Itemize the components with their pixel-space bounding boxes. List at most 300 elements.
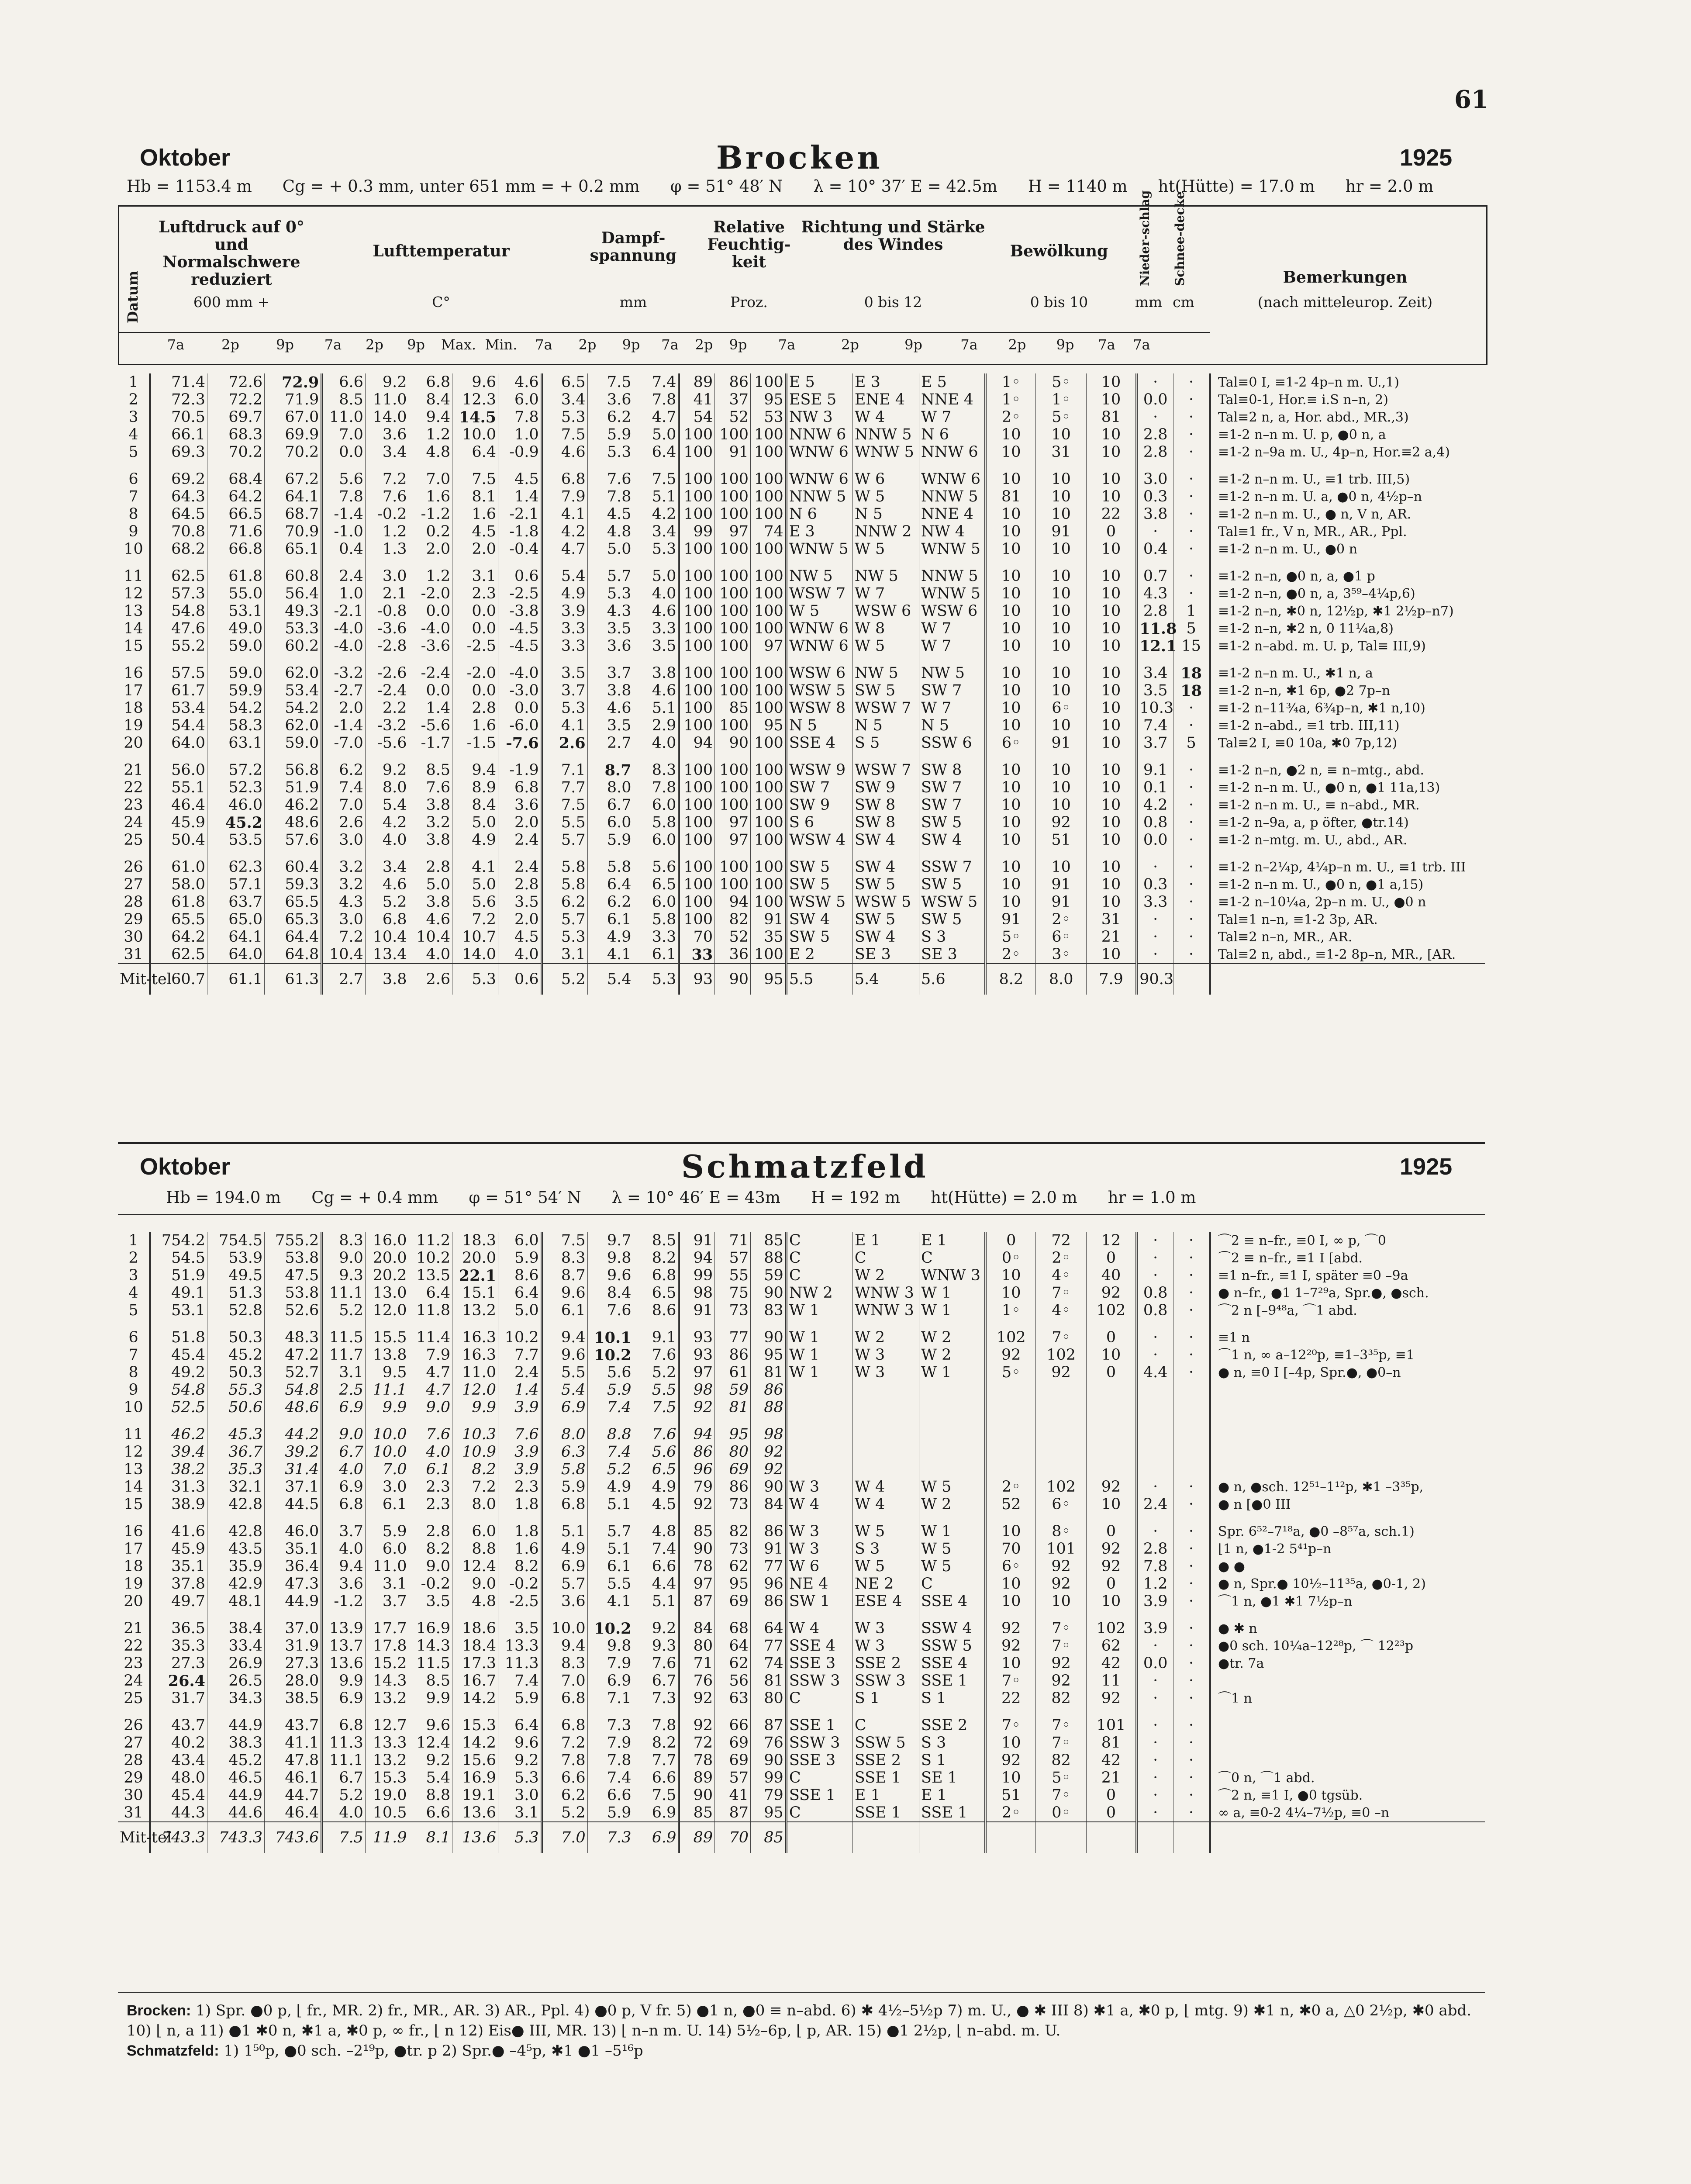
niederschlag: 0.8 (1137, 814, 1173, 831)
bemerkungen (1210, 1399, 1485, 1416)
wind-9p: NW 5 (919, 655, 986, 682)
wind-2p (852, 1822, 919, 1853)
feucht-2p: 100 (715, 637, 751, 655)
feucht-2p: 100 (715, 488, 751, 505)
schneedecke: 15 (1173, 637, 1210, 655)
luftdruck-9p: 41.1 (265, 1734, 322, 1752)
schneedecke: · (1173, 1575, 1210, 1593)
wind-2p: S 3 (852, 1540, 919, 1558)
temp-min: -2.1 (498, 505, 542, 523)
luftdruck-2p: 42.9 (207, 1575, 265, 1593)
wind-9p: W 7 (919, 408, 986, 426)
wind-9p: N 5 (919, 717, 986, 734)
schmatzfeld-row-day-20 (118, 1593, 1485, 1610)
brocken-row-day-23 (118, 796, 1485, 814)
bewoelkung-2p: 92 (1036, 1672, 1086, 1690)
header-nieder-unit: mm (1135, 294, 1163, 311)
brocken-row-day-28 (118, 893, 1485, 911)
bewoelkung-7a: 10 (986, 831, 1036, 849)
niederschlag: 3.9 (1137, 1610, 1173, 1637)
dampf-9p: 5.8 (633, 814, 679, 831)
temp-max: 2.3 (452, 585, 498, 602)
wind-9p: WNW 6 (919, 461, 986, 488)
wind-7a: W 3 (786, 1513, 852, 1540)
bewoelkung-9p: 10 (1086, 779, 1136, 796)
header-niederschlag: Nieder-schlag (1138, 190, 1152, 286)
datum: 14 (124, 1478, 143, 1496)
temp-min: 9.2 (498, 1752, 542, 1769)
brocken-table (118, 373, 1485, 995)
bewoelkung-2p: 10 (1036, 752, 1086, 779)
temp-9p: 9.9 (409, 1690, 452, 1707)
bemerkungen: ● n–fr., ●1 1–7²⁹a, Spr.●, ●sch. (1210, 1284, 1485, 1302)
luftdruck-9p: 65.5 (265, 893, 322, 911)
temp-min: 1.4 (498, 488, 542, 505)
dampf-7a: 5.3 (542, 408, 587, 426)
feucht-7a: 97 (679, 1575, 715, 1593)
temp-9p: 7.9 (409, 1346, 452, 1364)
niederschlag: · (1137, 1690, 1173, 1707)
schmatzfeld-row-day-2 (118, 1249, 1485, 1267)
luftdruck-7a: 57.5 (150, 655, 207, 682)
luftdruck-2p: 53.5 (207, 831, 265, 849)
luftdruck-2p: 63.7 (207, 893, 265, 911)
brocken-row-day-1 (118, 373, 1485, 391)
temp-9p: 6.8 (409, 373, 452, 391)
bemerkungen: Tal≡0-1, Hor.≡ i.S n–n, 2) (1210, 391, 1485, 408)
niederschlag: · (1137, 1513, 1173, 1540)
dampf-2p: 7.6 (587, 1302, 633, 1319)
wind-2p: E 1 (852, 1787, 919, 1804)
temp-min: 7.6 (498, 1416, 542, 1443)
bemerkungen: ≡1-2 n–n, ✱2 n, 0 11¼a,8) (1210, 620, 1485, 637)
feucht-9p: 100 (751, 488, 787, 505)
temp-2p: 9.9 (365, 1399, 409, 1416)
temp-2p: 7.2 (365, 461, 409, 488)
feucht-2p: 97 (715, 814, 751, 831)
feucht-2p: 87 (715, 1804, 751, 1822)
schneedecke: · (1173, 1364, 1210, 1381)
feucht-2p: 73 (715, 1302, 751, 1319)
wind-2p: S 5 (852, 734, 919, 752)
dampf-9p: 4.6 (633, 602, 679, 620)
feucht-7a: 100 (679, 814, 715, 831)
luftdruck-7a: 53.4 (150, 699, 207, 717)
bewoelkung-2p: 92 (1036, 1364, 1086, 1381)
dampf-7a: 6.2 (542, 893, 587, 911)
wind-9p (919, 1381, 986, 1399)
temp-max: 2.8 (452, 699, 498, 717)
bewoelkung-2p: 102 (1036, 1478, 1086, 1496)
feucht-7a: 100 (679, 796, 715, 814)
wind-9p: SSE 4 (919, 1593, 986, 1610)
temp-7a: 5.2 (322, 1302, 366, 1319)
dampf-7a: 5.2 (542, 964, 587, 995)
luftdruck-7a: 58.0 (150, 876, 207, 893)
schmatzfeld-param: λ = 10° 46′ E = 43m (611, 1188, 780, 1207)
datum: 11 (124, 1425, 143, 1443)
temp-max: 20.0 (452, 1249, 498, 1267)
brocken-row-day-16 (118, 655, 1485, 682)
schmatzfeld-row-day-5 (118, 1302, 1485, 1319)
bemerkungen: ≡1-2 n–9a, a, p öfter, ●tr.14) (1210, 814, 1485, 831)
bemerkungen: ● n, Spr.● 10½–11³⁵a, ●0-1, 2) (1210, 1575, 1485, 1593)
bewoelkung-2p: 7◦ (1036, 1610, 1086, 1637)
bewoelkung-9p: 10 (1086, 655, 1136, 682)
bewoelkung-7a: 2◦ (986, 408, 1036, 426)
niederschlag: 0.3 (1137, 488, 1173, 505)
dampf-7a: 7.2 (542, 1734, 587, 1752)
luftdruck-9p: 60.4 (265, 849, 322, 876)
temp-7a: 3.7 (322, 1513, 366, 1540)
feucht-7a: 70 (679, 928, 715, 946)
dampf-9p: 5.3 (633, 540, 679, 558)
niederschlag: · (1137, 1734, 1173, 1752)
feucht-7a: 76 (679, 1672, 715, 1690)
feucht-2p: 97 (715, 523, 751, 540)
bewoelkung-9p: 0 (1086, 1513, 1136, 1540)
bewoelkung-7a: 92 (986, 1346, 1036, 1364)
temp-7a: 0.0 (322, 443, 366, 461)
temp-9p: 16.9 (409, 1610, 452, 1637)
wind-9p: SW 7 (919, 796, 986, 814)
luftdruck-9p: 71.9 (265, 391, 322, 408)
footnotes (127, 2001, 1489, 2061)
bewoelkung-2p: 92 (1036, 1575, 1086, 1593)
luftdruck-7a: 41.6 (150, 1513, 207, 1540)
dampf-9p: 7.6 (633, 1655, 679, 1672)
temp-2p: -0.2 (365, 505, 409, 523)
temp-7a: 13.9 (322, 1610, 366, 1637)
temp-7a: 11.5 (322, 1319, 366, 1346)
temp-2p: 10.0 (365, 1416, 409, 1443)
feucht-9p: 100 (751, 814, 787, 831)
luftdruck-2p: 66.5 (207, 505, 265, 523)
luftdruck-2p: 48.1 (207, 1593, 265, 1610)
temp-9p: 8.5 (409, 752, 452, 779)
bemerkungen: ≡1-2 n–n, ●2 n, ≡ n–mtg., abd. (1210, 752, 1485, 779)
dampf-2p: 5.8 (587, 849, 633, 876)
bewoelkung-7a: 0 (986, 1232, 1036, 1249)
luftdruck-2p: 59.0 (207, 655, 265, 682)
datum: 23 (124, 796, 143, 814)
wind-2p: SW 5 (852, 876, 919, 893)
time-label-dampf-9p: 9p (622, 336, 640, 353)
schmatzfeld-param: ht(Hütte) = 2.0 m (931, 1188, 1077, 1207)
schmatzfeld-row-day-17 (118, 1540, 1485, 1558)
bemerkungen: ≡1-2 n–n m. U., ●0 n, ●1 a,15) (1210, 876, 1485, 893)
temp-7a: 4.0 (322, 1540, 366, 1558)
temp-max: 9.4 (452, 752, 498, 779)
wind-7a: E 5 (786, 373, 852, 391)
temp-7a: 5.6 (322, 461, 366, 488)
dampf-9p: 7.5 (633, 1399, 679, 1416)
wind-9p: SW 5 (919, 814, 986, 831)
bemerkungen: ≡1-2 n–mtg. m. U., abd., AR. (1210, 831, 1485, 849)
schneedecke (1173, 1381, 1210, 1399)
temp-2p: 3.1 (365, 1575, 409, 1593)
datum: 23 (124, 1654, 143, 1672)
datum: 28 (124, 1751, 143, 1769)
temp-9p: 3.8 (409, 796, 452, 814)
bewoelkung-2p: 10 (1036, 849, 1086, 876)
bewoelkung-2p: 92 (1036, 1558, 1086, 1575)
temp-min: 2.0 (498, 911, 542, 928)
dampf-2p: 5.6 (587, 1364, 633, 1381)
temp-2p: 6.1 (365, 1496, 409, 1513)
datum: 25 (124, 831, 143, 849)
feucht-2p: 56 (715, 1672, 751, 1690)
schneedecke (1173, 1416, 1210, 1443)
bemerkungen: Tal≡0 I, ≡1-2 4p–n m. U.,1) (1210, 373, 1485, 391)
luftdruck-7a: 51.9 (150, 1267, 207, 1284)
schmatzfeld-row-day-23 (118, 1655, 1485, 1672)
feucht-7a: 98 (679, 1381, 715, 1399)
feucht-9p: 79 (751, 1787, 787, 1804)
luftdruck-2p: 66.8 (207, 540, 265, 558)
temp-max: 0.0 (452, 682, 498, 699)
feucht-9p: 97 (751, 637, 787, 655)
luftdruck-9p: 47.8 (265, 1752, 322, 1769)
feucht-2p: 55 (715, 1267, 751, 1284)
temp-min: 1.4 (498, 1381, 542, 1399)
temp-2p: 11.1 (365, 1381, 409, 1399)
bewoelkung-9p: 0 (1086, 1804, 1136, 1822)
bewoelkung-2p: 8◦ (1036, 1513, 1086, 1540)
luftdruck-7a: 46.2 (150, 1416, 207, 1443)
temp-2p: 11.0 (365, 391, 409, 408)
schmatzfeld-row-day-3 (118, 1267, 1485, 1284)
wind-2p (852, 1461, 919, 1478)
temp-9p: -5.6 (409, 717, 452, 734)
feucht-7a: 94 (679, 1416, 715, 1443)
temp-9p: 1.2 (409, 558, 452, 585)
datum: Mit-tel (118, 1822, 150, 1853)
temp-2p: -3.6 (365, 620, 409, 637)
wind-2p: W 8 (852, 620, 919, 637)
luftdruck-7a: 68.2 (150, 540, 207, 558)
feucht-9p: 100 (751, 426, 787, 443)
schmatzfeld-param: H = 192 m (811, 1188, 901, 1207)
bewoelkung-2p: 10 (1036, 426, 1086, 443)
wind-9p: W 7 (919, 620, 986, 637)
wind-7a: SSE 3 (786, 1752, 852, 1769)
dampf-2p: 7.6 (587, 461, 633, 488)
dampf-7a: 5.7 (542, 831, 587, 849)
datum: 20 (124, 1592, 143, 1610)
bewoelkung-2p: 91 (1036, 893, 1086, 911)
time-label-luftdruck-7a: 7a (167, 336, 185, 353)
luftdruck-9p: 27.3 (265, 1655, 322, 1672)
schmatzfeld-title: Schmatzfeld (681, 1148, 928, 1185)
bewoelkung-2p: 72 (1036, 1232, 1086, 1249)
bewoelkung-7a: 92 (986, 1752, 1036, 1769)
luftdruck-7a: 46.4 (150, 796, 207, 814)
dampf-7a: 3.4 (542, 391, 587, 408)
luftdruck-7a: 49.2 (150, 1364, 207, 1381)
niederschlag: · (1137, 1752, 1173, 1769)
bewoelkung-7a: 10 (986, 1769, 1036, 1787)
feucht-7a: 100 (679, 585, 715, 602)
brocken-row-day-26 (118, 849, 1485, 876)
header-bewoelkung: Bewölkung (1010, 242, 1108, 260)
niederschlag: · (1137, 1804, 1173, 1822)
schneedecke: · (1173, 717, 1210, 734)
temp-min: -0.9 (498, 443, 542, 461)
temp-9p: 1.4 (409, 699, 452, 717)
temp-7a: 6.8 (322, 1707, 366, 1734)
feucht-9p: 100 (751, 752, 787, 779)
wind-9p: NNW 6 (919, 443, 986, 461)
temp-max: 16.7 (452, 1672, 498, 1690)
schneedecke: · (1173, 523, 1210, 540)
temp-9p: 8.2 (409, 1540, 452, 1558)
luftdruck-7a: 53.1 (150, 1302, 207, 1319)
luftdruck-9p: 47.3 (265, 1575, 322, 1593)
bewoelkung-9p: 10 (1086, 637, 1136, 655)
feucht-7a: 92 (679, 1707, 715, 1734)
bewoelkung-9p: 92 (1086, 1558, 1136, 1575)
temp-7a: 11.3 (322, 1734, 366, 1752)
schneedecke: · (1173, 1302, 1210, 1319)
temp-min: 3.9 (498, 1443, 542, 1461)
feucht-9p: 90 (751, 1478, 787, 1496)
temp-9p: 7.6 (409, 1416, 452, 1443)
luftdruck-2p: 44.9 (207, 1707, 265, 1734)
dampf-9p: 5.1 (633, 699, 679, 717)
feucht-9p: 87 (751, 1707, 787, 1734)
datum: 17 (124, 681, 143, 699)
luftdruck-9p: 67.0 (265, 408, 322, 426)
temp-7a: 2.4 (322, 558, 366, 585)
schmatzfeld-row-day-22 (118, 1637, 1485, 1655)
luftdruck-2p: 50.3 (207, 1319, 265, 1346)
temp-max: 8.2 (452, 1461, 498, 1478)
temp-min: 13.3 (498, 1637, 542, 1655)
luftdruck-7a: 52.5 (150, 1399, 207, 1416)
temp-9p: 9.6 (409, 1707, 452, 1734)
luftdruck-9p: 48.3 (265, 1319, 322, 1346)
time-label-feucht-7a: 7a (661, 336, 679, 353)
luftdruck-2p: 64.2 (207, 488, 265, 505)
niederschlag: 3.3 (1137, 893, 1173, 911)
temp-7a: 7.0 (322, 426, 366, 443)
bemerkungen: ⌒1 n, ●1 ✱1 7½p–n (1210, 1593, 1485, 1610)
bewoelkung-2p: 10 (1036, 717, 1086, 734)
wind-7a (786, 1443, 852, 1461)
wind-2p: E 3 (852, 373, 919, 391)
datum: 19 (124, 716, 143, 734)
dampf-9p: 7.8 (633, 779, 679, 796)
temp-7a: -1.4 (322, 505, 366, 523)
bewoelkung-9p: 10 (1086, 752, 1136, 779)
temp-max: 19.1 (452, 1787, 498, 1804)
temp-2p: 13.0 (365, 1284, 409, 1302)
niederschlag (1137, 1822, 1173, 1853)
dampf-2p: 5.5 (587, 1575, 633, 1593)
temp-min: 8.6 (498, 1267, 542, 1284)
feucht-7a: 87 (679, 1593, 715, 1610)
temp-min: 2.4 (498, 849, 542, 876)
schneedecke: · (1173, 1672, 1210, 1690)
luftdruck-9p: 48.6 (265, 814, 322, 831)
temp-7a: 11.0 (322, 408, 366, 426)
bewoelkung-2p: 10 (1036, 637, 1086, 655)
dampf-2p: 10.2 (587, 1346, 633, 1364)
time-label-niederschlag: 7a (1098, 336, 1115, 353)
niederschlag: 3.9 (1137, 1593, 1173, 1610)
temp-2p: 4.0 (365, 831, 409, 849)
brocken-row-day-15 (118, 637, 1485, 655)
niederschlag: 0.0 (1137, 831, 1173, 849)
dampf-9p: 6.5 (633, 1461, 679, 1478)
schmatzfeld-footnote-label: Schmatzfeld: (127, 2042, 219, 2059)
luftdruck-7a: 27.3 (150, 1655, 207, 1672)
bemerkungen (1210, 1822, 1485, 1853)
luftdruck-7a: 35.1 (150, 1558, 207, 1575)
dampf-2p: 4.3 (587, 602, 633, 620)
temp-2p: 1.3 (365, 540, 409, 558)
temp-min: -1.9 (498, 752, 542, 779)
feucht-2p: 100 (715, 540, 751, 558)
temp-max: 0.0 (452, 620, 498, 637)
bemerkungen (1210, 1443, 1485, 1461)
feucht-7a: 97 (679, 1364, 715, 1381)
feucht-9p: 74 (751, 1655, 787, 1672)
datum: 1 (128, 1231, 138, 1249)
bewoelkung-7a: 92 (986, 1637, 1036, 1655)
luftdruck-2p: 36.7 (207, 1443, 265, 1461)
dampf-7a: 4.6 (542, 443, 587, 461)
temp-min: 6.4 (498, 1284, 542, 1302)
datum: 30 (124, 928, 143, 946)
temp-2p: 7.6 (365, 488, 409, 505)
luftdruck-7a: 54.8 (150, 1381, 207, 1399)
luftdruck-9p: 43.7 (265, 1707, 322, 1734)
temp-2p: 1.2 (365, 523, 409, 540)
time-label-temp-7a: 7a (324, 336, 342, 353)
temp-2p: 10.5 (365, 1804, 409, 1822)
bewoelkung-9p: 10 (1086, 699, 1136, 717)
temp-max: 8.9 (452, 779, 498, 796)
bewoelkung-7a: 10 (986, 876, 1036, 893)
datum: 16 (124, 664, 143, 682)
schmatzfeld-row-day-24 (118, 1672, 1485, 1690)
temp-max: 12.0 (452, 1381, 498, 1399)
bewoelkung-2p: 91 (1036, 523, 1086, 540)
luftdruck-7a: 71.4 (150, 373, 207, 391)
dampf-7a: 3.5 (542, 655, 587, 682)
bewoelkung-2p: 10 (1036, 488, 1086, 505)
feucht-2p: 86 (715, 1346, 751, 1364)
bemerkungen: ⌒1 n (1210, 1690, 1485, 1707)
temp-9p: 6.4 (409, 1284, 452, 1302)
feucht-9p: 100 (751, 876, 787, 893)
dampf-7a: 6.8 (542, 1496, 587, 1513)
schneedecke: · (1173, 391, 1210, 408)
dampf-7a: 6.3 (542, 1443, 587, 1461)
bewoelkung-9p: 40 (1086, 1267, 1136, 1284)
temp-max: 0.0 (452, 602, 498, 620)
bemerkungen: ≡1-2 n–abd. m. U. p, Tal≡ III,9) (1210, 637, 1485, 655)
feucht-9p: 90 (751, 1284, 787, 1302)
brocken-row-day-10 (118, 540, 1485, 558)
feucht-9p: 80 (751, 1690, 787, 1707)
temp-2p: 11.9 (365, 1822, 409, 1853)
schmatzfeld-params (166, 1188, 1520, 1207)
schneedecke: · (1173, 505, 1210, 523)
luftdruck-2p: 68.3 (207, 426, 265, 443)
